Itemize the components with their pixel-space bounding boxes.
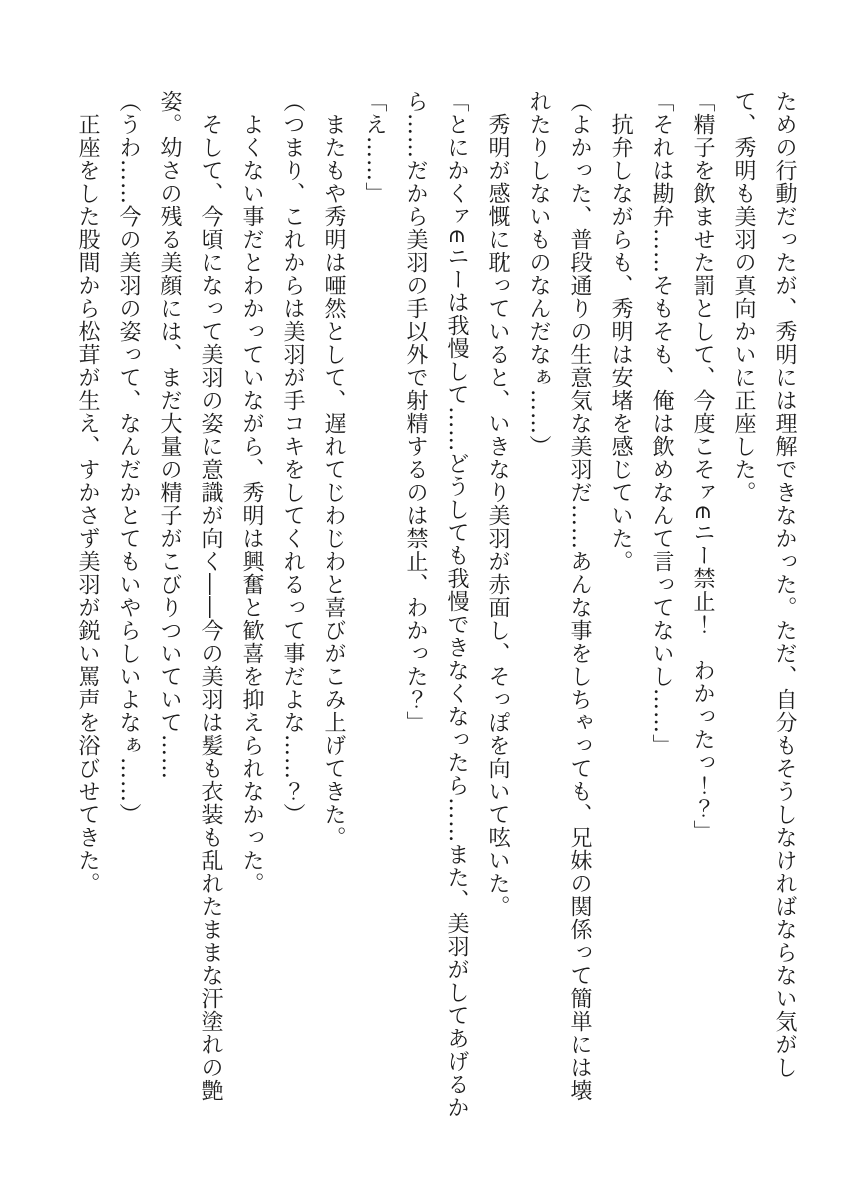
paragraph-10: （つまり、これからは美羽が手コキをしてくれるって事だよな……？） bbox=[280, 90, 305, 826]
paragraph-7: 「とにかくァ∈ニーは我慢して……どうしても我慢できなくなったら……また、美羽がしてあげるから……だから美羽の手以外で射精するのは禁止、わかった？」 bbox=[403, 90, 469, 1120]
paragraph-12: そして、今頃になって美羽の姿に意識が向く――今の美羽は髪も衣装も乱れたままな汗塗れの艶姿。幼さの残る美顔には、まだ大量の精子がこびりついていて…… bbox=[157, 90, 223, 1102]
paragraph-5: （よかった、普段通りの生意気な美羽だ……あんな事をしちゃっても、兄妹の関係って簡単には壊れたりしないものなんだなぁ……） bbox=[526, 90, 592, 1102]
paragraph-8: 「え……」 bbox=[362, 90, 387, 205]
paragraph-4: 抗弁しながらも、秀明は安堵を感じていた。 bbox=[608, 90, 633, 573]
paragraph-9: またもや秀明は唖然として、遅れてじわじわと喜びがこみ上げてきた。 bbox=[321, 90, 346, 849]
vertical-text-block bbox=[60, 90, 805, 1120]
paragraph-11: よくない事だとわかっていながら、秀明は興奮と歓喜を抑えられなかった。 bbox=[239, 90, 264, 895]
paragraph-6: 秀明が感慨に耽っていると、いきなり美羽が赤面し、そっぽを向いて呟いた。 bbox=[485, 90, 510, 918]
paragraph-14: 正座をした股間から松茸が生え、すかさず美羽が鋭い罵声を浴びせてきた。 bbox=[75, 90, 100, 895]
paragraph-13: （うわ……今の美羽の姿って、なんだかとてもいやらしいよなぁ……） bbox=[116, 90, 141, 826]
paragraph-2: 「精子を飲ませた罰として、今度こそァ∈ニー禁止！ わかったっ！？」 bbox=[690, 90, 715, 844]
paragraph-3: 「それは勘弁……そもそも、俺は飲めなんて言ってないし……」 bbox=[649, 90, 674, 757]
paragraph-1: ための行動だったが、秀明には理解できなかった。ただ、自分もそうしなければならない気がして、秀明も美羽の真向かいに正座した。 bbox=[731, 90, 797, 1079]
